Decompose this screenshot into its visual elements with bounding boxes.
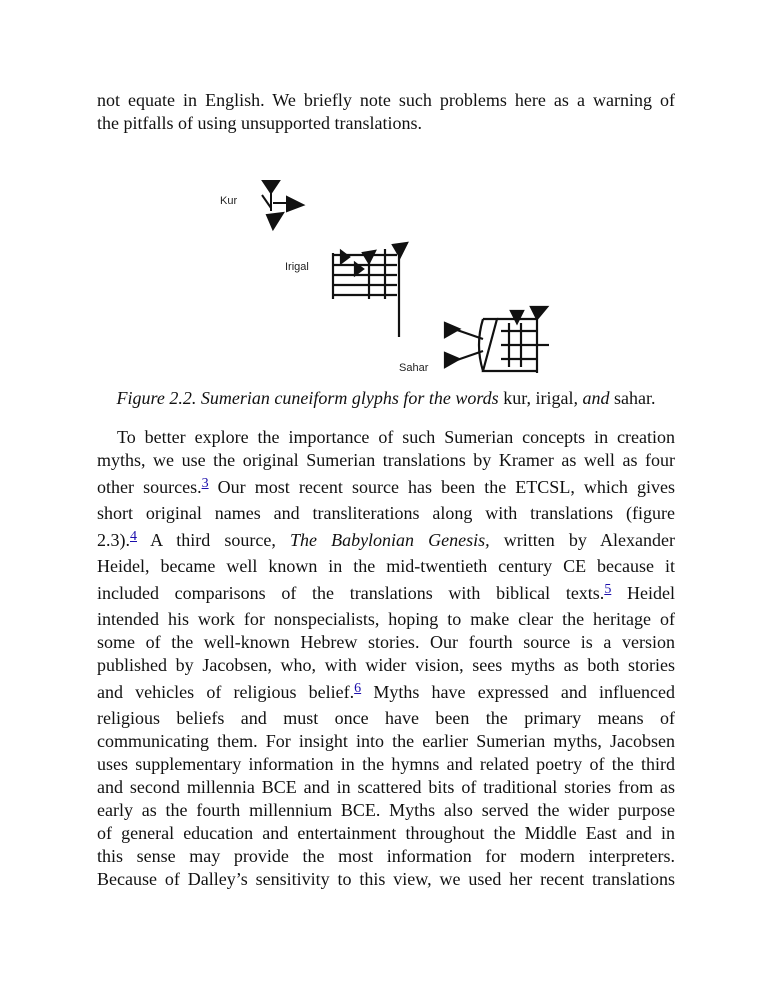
body-line-11: and vehicles of religious belief.$^6$ Myths have expressed and influenced [97, 681, 675, 702]
cuneiform-kur-glyph [262, 181, 303, 229]
caption-word-sahar: sahar [613, 388, 651, 408]
body-line-19: Because of Dalley’s sensitivity to this view, we used her recent translations [97, 869, 675, 889]
body-line-12: religious beliefs and must once have been the primary means of [97, 708, 675, 728]
cuneiform-irigal-glyph [333, 243, 407, 337]
footnote-link-6[interactable]: 6 [354, 681, 362, 696]
footnote-link-5[interactable]: 5 [604, 582, 612, 597]
intro-line-2: the pitfalls of using unsupported translations. [97, 113, 422, 133]
book-title: The Babylonian Genesis, [289, 530, 490, 550]
body-line-3: other sources.$^3$ Our most recent source has been the ETCSL, which gives [97, 476, 676, 497]
body-line-6: Heidel, became well known in the mid-twentieth century CE because it [97, 556, 675, 576]
caption-word-kur: kur [503, 388, 527, 408]
cuneiform-sahar-glyph [445, 307, 549, 373]
glyph-label-irigal: Irigal [285, 261, 309, 273]
body-line-14: uses supplementary information in the hymns and related poetry of the third [97, 754, 675, 774]
intro-line-1: not equate in English. We briefly note such problems here as a warning of [97, 90, 675, 110]
body-line-13: communicating them. For insight into the earlier Sumerian myths, Jacobsen [97, 731, 675, 751]
glyph-label-sahar: Sahar [399, 362, 429, 373]
figure-caption: Figure 2.2. Sumerian cuneiform glyphs for the words kur, irigal, and sahar. [116, 388, 656, 408]
footnote-link-4[interactable]: 4 [130, 529, 137, 544]
body-line-5: 2.3).$^4$ A third source, The Babylonian Genesis, written by Alexander [97, 529, 675, 550]
body-line-18: this sense may provide the most information for modern interpreters. [97, 846, 675, 866]
body-line-17: of general education and entertainment throughout the Middle East and in [97, 823, 675, 843]
body-line-2: myths, we use the original Sumerian translations by Kramer as well as four [97, 450, 675, 470]
body-line-16: early as the fourth millennium BCE. Myths also served the wider purpose [97, 800, 675, 820]
body-line-10: published by Jacobsen, who, with wider vision, sees myths as both stories [97, 655, 675, 675]
body-line-9: some of the well-known Hebrew stories. Our fourth source is a version [97, 632, 675, 652]
glyph-label-kur: Kur [220, 195, 238, 207]
body-line-1: To better explore the importance of such Sumerian concepts in creation [117, 427, 675, 447]
body-line-8: intended his work for nonspecialists, hoping to make clear the heritage of [97, 609, 675, 629]
figure-2-2 [97, 153, 675, 373]
page-content [97, 89, 675, 891]
caption-word-irigal: irigal [535, 388, 574, 408]
body-line-15: and second millennia BCE and in scattered bits of traditional stories from as [97, 777, 675, 797]
body-line-4: short original names and transliterations along with translations (figure [97, 503, 675, 523]
cuneiform-figure [97, 153, 675, 373]
body-line-7: included comparisons of the translations with biblical texts.$^5$ Heidel [97, 582, 675, 603]
footnote-link-3[interactable]: 3 [201, 476, 209, 491]
